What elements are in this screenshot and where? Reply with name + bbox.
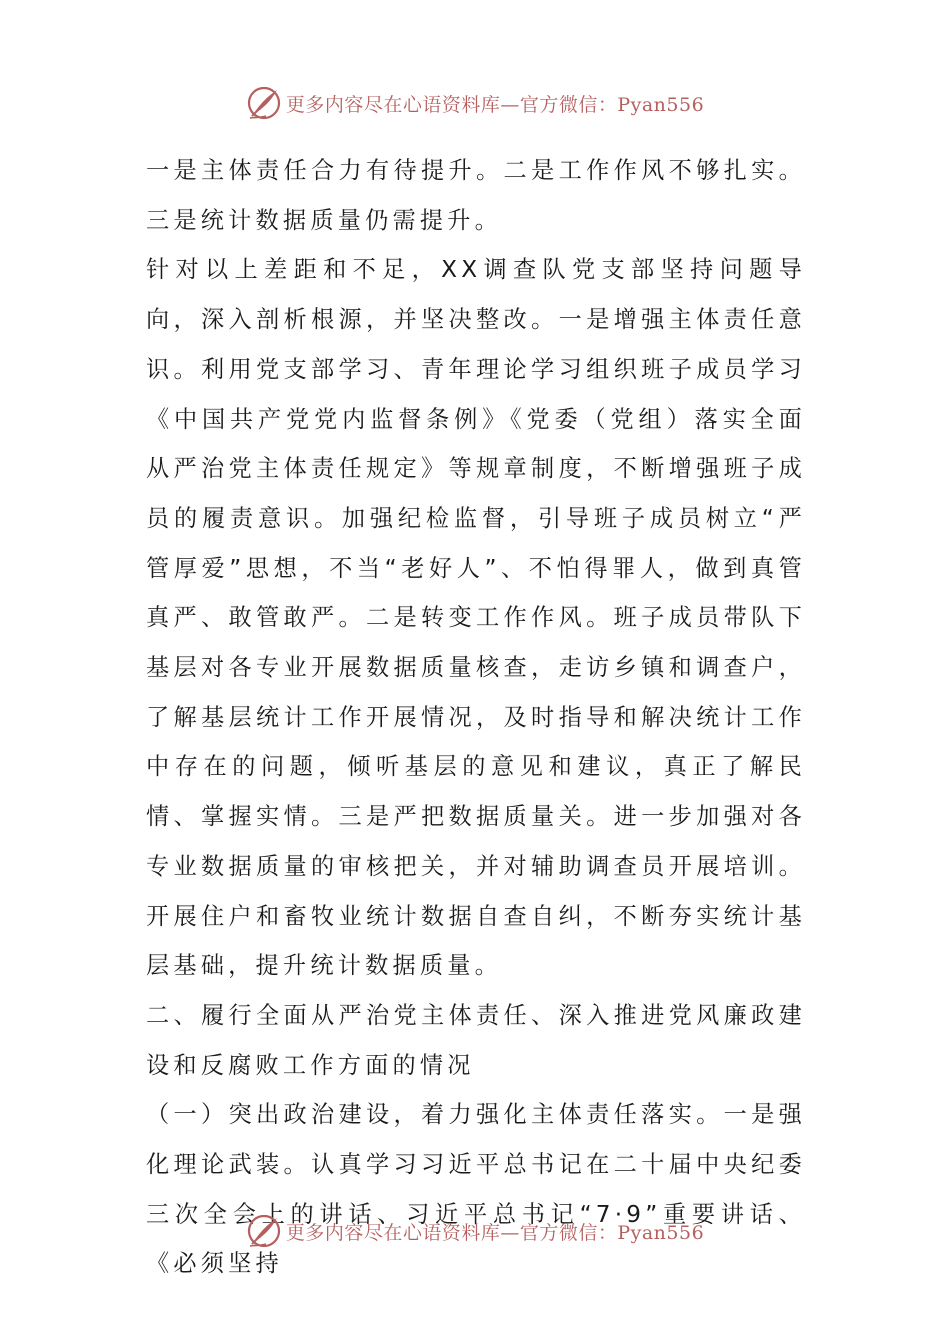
section-heading-two: 二、履行全面从严治党主体责任、深入推进党风廉政建设和反腐败工作方面的情况 [146,1001,806,1079]
header-banner-text: 更多内容尽在心语资料库—官方微信：Pyan556 [285,93,705,116]
paragraph-problems: 一是主体责任合力有待提升。二是工作作风不够扎实。三是统计数据质量仍需提升。 [146,157,806,234]
footer-banner [0,1211,950,1251]
header-banner [0,83,950,123]
quill-pen-icon [246,85,282,121]
paragraph-rectification: 针对以上差距和不足，XX调查队党支部坚持问题导向，深入剖析根源，并坚决整改。一是增强主体责任意识。利用党支部学习、青年理论学习组织班子成员学习《中国共产党党内监督条例》《党委（党组）落实全面从严治党主体责任规定》等规章制度，不断增强班子成员的履责意识。加强纪检监督，引导班子成员树立“严管厚爱”思想，不当“老好人”、不怕得罪人，做到真管真严、敢管敢严。二是转变工作作风。班子成员带队下基层对各专业开展数据质量核查，走访乡镇和调查户，了解基层统计工作开展情况，及时指导和解决统计工作中存在的问题，倾听基层的意见和建议，真正了解民情、掌握实情。三是严把数据质量关。进一步加强对各专业数据质量的审核把关，并对辅助调查员开展培训。开展住户和畜牧业统计数据自查自纠，不断夯实统计基层基础，提升统计数据质量。 [146,256,806,980]
footer-banner-text: 更多内容尽在心语资料库—官方微信：Pyan556 [285,1221,705,1244]
document-body [146,146,806,1289]
paragraph-political-building: （一）突出政治建设，着力强化主体责任落实。一是强化理论武装。认真学习习近平总书记在二十届中央纪委三次全会上的讲话、习近平总书记“7·9”重要讲话、《必须坚持 [146,1101,806,1278]
quill-pen-icon [246,1213,282,1249]
